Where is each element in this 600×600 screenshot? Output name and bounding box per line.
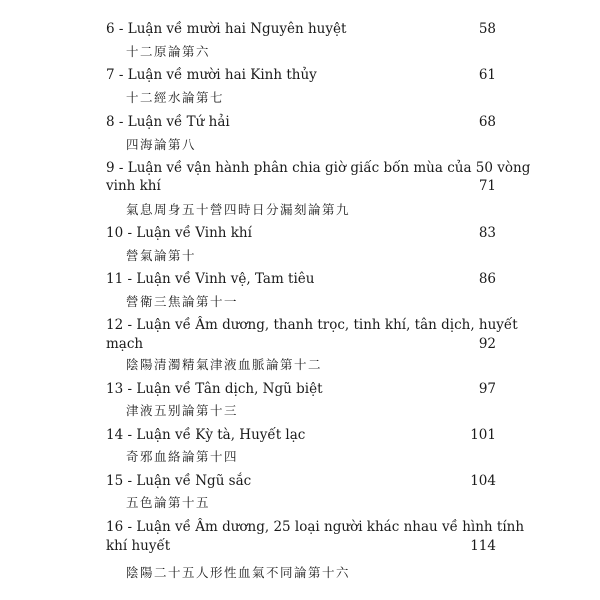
entry-chinese-title: 五色論第十五	[126, 495, 211, 510]
entry-page-number: 61	[478, 67, 496, 83]
entry-page-number: 68	[478, 114, 496, 130]
entry-title-continued: vinh khí	[106, 178, 161, 194]
entry-page-number: 101	[470, 427, 496, 443]
entry-page-number: 71	[478, 178, 496, 194]
entry-title: 13 - Luận về Tân dịch, Ngũ biệt	[106, 381, 323, 397]
entry-page-number: 92	[478, 336, 496, 352]
entry-chinese-title: 四海論第八	[126, 137, 197, 152]
entry-chinese-title: 奇邪血絡論第十四	[126, 449, 239, 464]
entry-chinese-title: 營氣論第十	[126, 248, 197, 263]
entry-title: 11 - Luận về Vinh vệ, Tam tiêu	[106, 271, 315, 287]
entry-title: 12 - Luận về Âm dương, thanh trọc, tinh khí, tân dịch, huyết	[106, 317, 518, 333]
entry-page-number: 104	[470, 473, 496, 489]
entry-page-number: 58	[478, 21, 496, 37]
entry-chinese-title: 陰陽清濁精氣津液血脈論第十二	[126, 357, 323, 372]
entry-title: 10 - Luận về Vinh khí	[106, 225, 252, 241]
entry-chinese-title: 陰陽二十五人形性血氣不同論第十六	[126, 565, 351, 580]
entry-chinese-title: 氣息周身五十營四時日分漏刻論第九	[126, 202, 351, 217]
entry-chinese-title: 津液五别論第十三	[126, 403, 239, 418]
entry-page-number: 83	[478, 225, 496, 241]
entry-title-continued: khí huyết	[106, 538, 171, 554]
entry-chinese-title: 十二原論第六	[126, 44, 211, 59]
entry-chinese-title: 營衛三焦論第十一	[126, 294, 239, 309]
entry-page-number: 97	[478, 381, 496, 397]
entry-title: 6 - Luận về mười hai Nguyên huyệt	[106, 21, 347, 37]
entry-chinese-title: 十二經水論第七	[126, 90, 225, 105]
entry-page-number: 114	[470, 538, 496, 554]
entry-title-continued: mạch	[106, 336, 144, 352]
entry-title: 7 - Luận về mười hai Kinh thủy	[106, 67, 317, 83]
entry-title: 14 - Luận về Kỳ tà, Huyết lạc	[106, 427, 306, 443]
entry-title: 16 - Luận về Âm dương, 25 loại người khác nhau về hình tính	[106, 519, 525, 535]
entry-title: 8 - Luận về Tứ hải	[106, 114, 230, 130]
entry-title: 9 - Luận về vận hành phân chia giờ giấc bốn mùa của 50 vòng	[106, 160, 531, 176]
entry-title: 15 - Luận về Ngũ sắc	[106, 473, 252, 489]
entry-page-number: 86	[478, 271, 496, 287]
